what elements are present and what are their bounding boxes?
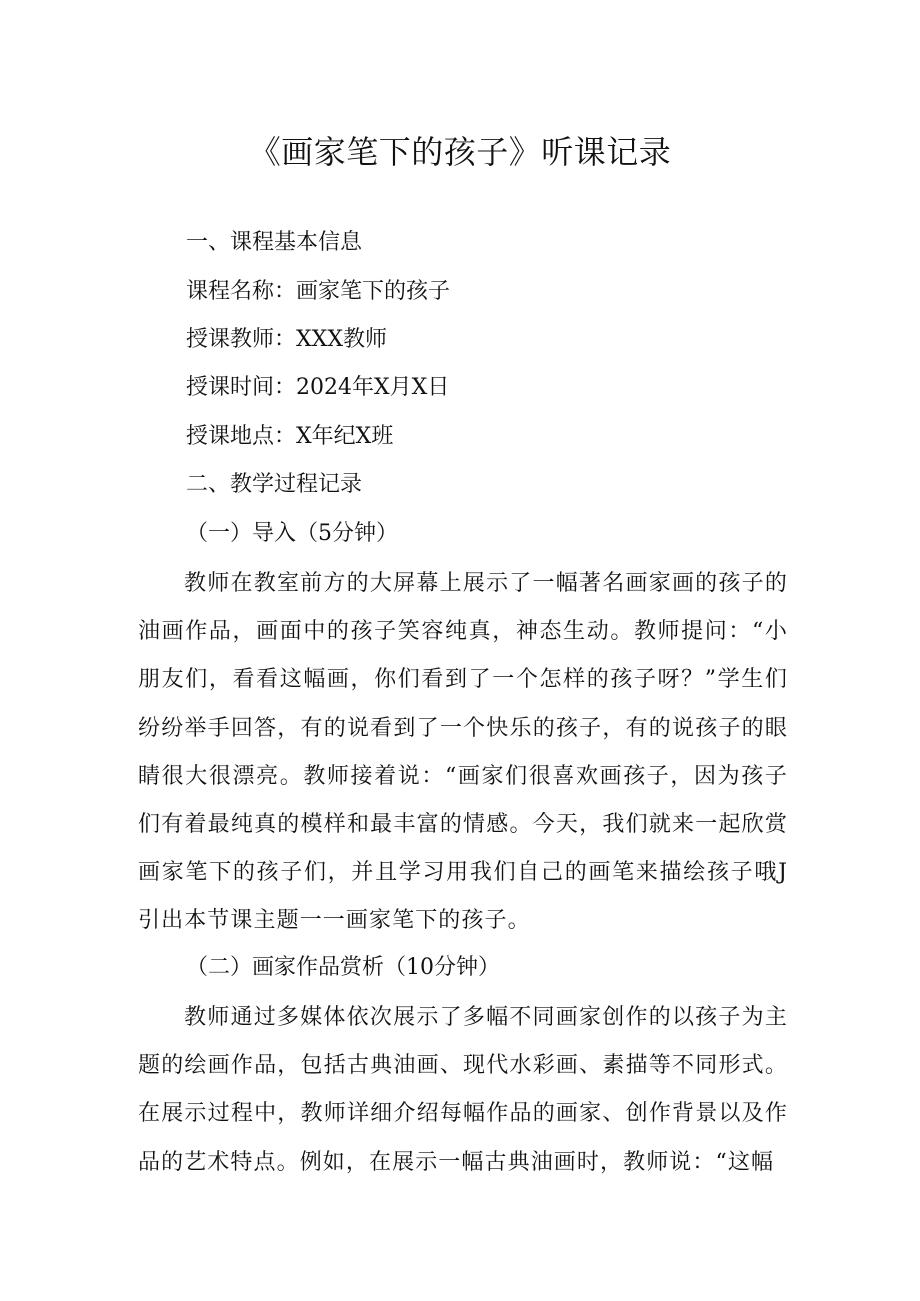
course-name: 课程名称：画家笔下的孩子 [186,279,451,304]
intro-paragraph: 教师在教室前方的大屏幕上展示了一幅著名画家画的孩子的油画作品，画面中的孩子笑容纯真，神态生动。教师提问：“小朋友们，看看这幅画，你们看到了一个怎样的孩子呀？”学生们纷纷举手回答，有的说看到了一个快乐的孩子，有的说孩子的眼睛很大很漂亮。教师接着说：“画家们很喜欢画孩子，因为孩子们有着最纯真的模样和最丰富的情感。今天，我们就来一起欣赏画家笔下的孩子们，并且学习用我们自己的画笔来描绘孩子哦J引出本节课主题一一画家笔下的孩子。 [138,571,788,934]
document-title: 《画家笔下的孩子》听课记录 [248,133,672,171]
subsection-heading-intro: （一）导入（5分钟） [186,521,398,546]
course-time: 授课时间：2024年X月X日 [186,375,450,400]
course-teacher: 授课教师：XXX教师 [186,327,387,352]
course-location: 授课地点：X年纪X班 [186,424,394,449]
appreciation-paragraph: 教师通过多媒体依次展示了多幅不同画家创作的以孩子为主题的绘画作品，包括古典油画、现代水彩画、素描等不同形式。在展示过程中，教师详细介绍每幅作品的画家、创作背景以及作品的艺术特点。例如，在展示一幅古典油画时，教师说：“这幅 [138,1005,788,1175]
subsection-heading-appreciation: （二）画家作品赏析（10分钟） [186,955,500,980]
section-heading-teaching-process: 二、教学过程记录 [186,472,363,497]
section-heading-basic-info: 一、课程基本信息 [186,230,363,255]
